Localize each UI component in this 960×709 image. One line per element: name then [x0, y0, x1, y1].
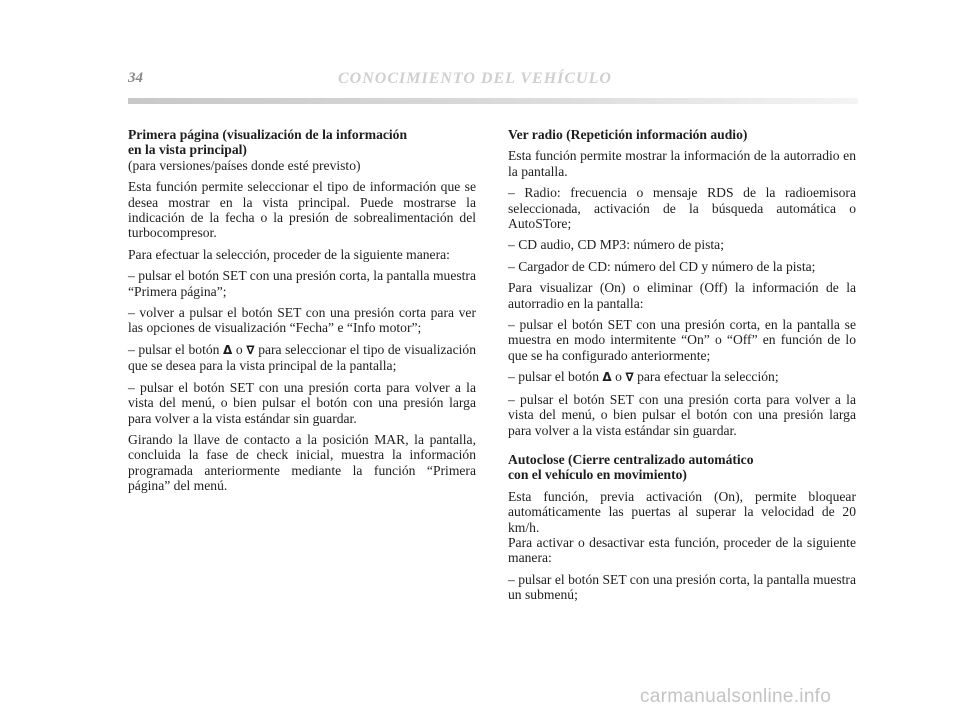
page-header [128, 68, 858, 102]
paragraph: Esta función permite seleccionar el tipo de información que se desea mostrar en la vista principal. Puede mostrarse la indicación de la fecha o la presión de sobrealimentación del turbocompresor. [128, 179, 476, 241]
list-item: – pulsar el botón SET con una presión corta para volver a la vista del menú, o bien pulsar el botón con una presión larga para volver a la vista estándar sin guardar. [508, 391, 856, 438]
triangle-up-icon: Δ [602, 370, 612, 385]
page-number: 34 [128, 70, 143, 86]
paragraph: Para visualizar (On) o eliminar (Off) la información de la autorradio en la pantalla: [508, 280, 856, 311]
watermark: carmanualsonline.info [640, 686, 832, 707]
list-item: – Cargador de CD: número del CD y número de la pista; [508, 258, 816, 274]
triangle-down-icon: ∇ [625, 370, 634, 385]
paragraph: Para efectuar la selección, proceder de la siguiente manera: [128, 246, 450, 262]
triangle-up-icon: Δ [223, 342, 233, 357]
list-item: – pulsar el botón SET con una presión corta, la pantalla muestra un submenú; [508, 571, 856, 603]
list-item: – pulsar el botón SET con una presión corta, en la pantalla se muestra en modo intermitente “On” o “Off” en función de lo que se ha configurado anteriormente; [508, 317, 856, 363]
list-item: – pulsar el botón Δ o ∇ para seleccionar el tipo de visualización que se desea para la vista principal de la pantalla; [128, 341, 476, 374]
list-item: – pulsar el botón SET con una presión corta, la pantalla muestra “Primera página”; [128, 268, 476, 299]
list-item: – pulsar el botón Δ o ∇ para efectuar la selección; [508, 369, 779, 385]
triangle-down-icon: ∇ [246, 342, 255, 357]
section-heading-first-page: Primera página (visualización de la información en la vista principal) [128, 127, 408, 158]
list-item: – CD audio, CD MP3: número de pista; [508, 237, 724, 253]
section-heading-radio: Ver radio (Repetición información audio) [508, 127, 748, 142]
paragraph: Esta función, previa activación (On), permite bloquear automáticamente las puertas al superar la velocidad de 20 km/h. [508, 488, 856, 535]
availability-note: (para versiones/países donde esté previsto) [128, 157, 361, 173]
list-item: – volver a pulsar el botón SET con una presión corta para ver las opciones de visualización “Fecha” e “Info motor”; [128, 305, 476, 336]
left-column [128, 127, 476, 500]
list-item: – Radio: frecuencia o mensaje RDS de la radioemisora seleccionada, activación de la búsqueda automática o AutoSTore; [508, 185, 856, 232]
list-item: – pulsar el botón SET con una presión corta para volver a la vista del menú, o bien pulsar el botón con una presión larga para volver a la vista estándar sin guardar. [128, 379, 476, 426]
header-rule [128, 98, 858, 104]
paragraph: Girando la llave de contacto a la posición MAR, la pantalla, concluida la fase de check inicial, muestra la información programada anteriormente mediante la función “Primera página” del menú. [128, 431, 476, 494]
running-title: CONOCIMIENTO DEL VEHÍCULO [338, 70, 612, 87]
paragraph: Esta función permite mostrar la información de la autorradio en la pantalla. [508, 148, 856, 179]
section-heading-autoclose: Autoclose (Cierre centralizado automático con el vehículo en movimiento) [508, 451, 754, 483]
right-column [508, 127, 856, 609]
paragraph: Para activar o desactivar esta función, proceder de la siguiente manera: [508, 534, 856, 566]
